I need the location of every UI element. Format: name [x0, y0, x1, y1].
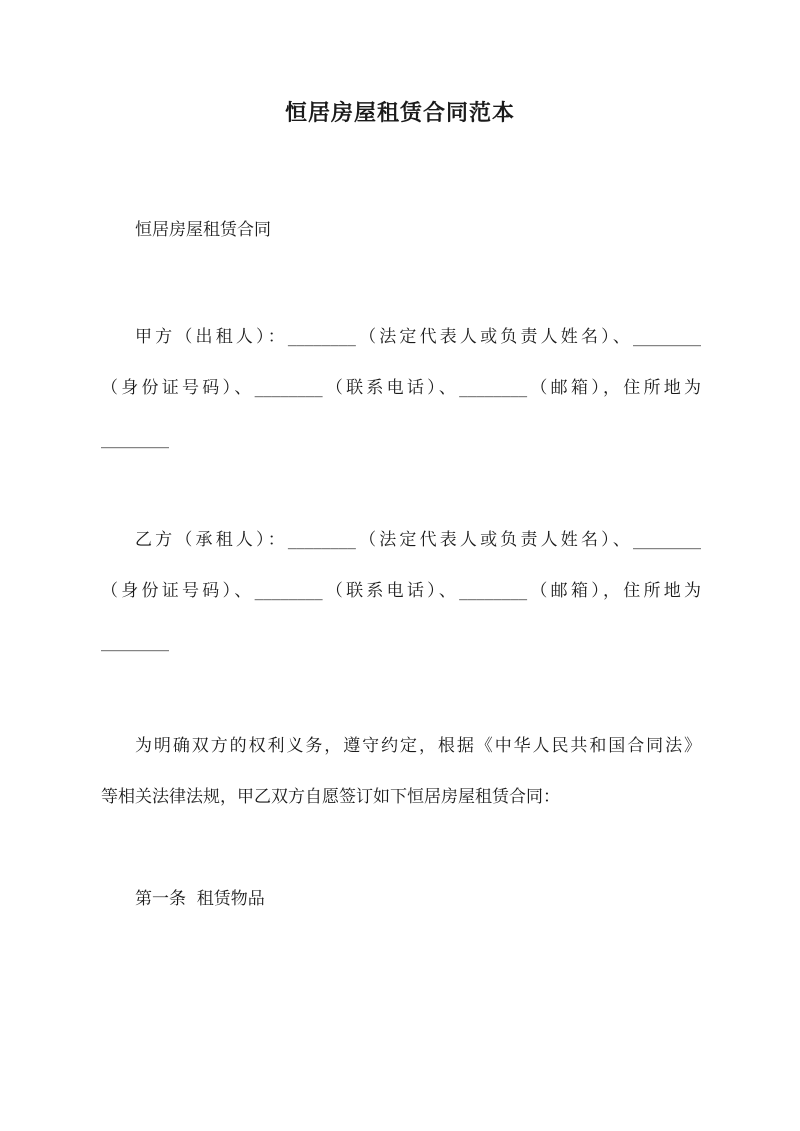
party-a-line-1: 甲方（出租人）：________（法定代表人或负责人姓名）、________: [135, 327, 701, 347]
contract-subtitle: 恒居房屋租赁合同: [135, 220, 271, 240]
preamble-line-1: 为明确双方的权利义务，遵守约定，根据《中华人民共和国合同法》: [135, 736, 701, 756]
article-1-heading: 第一条 租赁物品: [135, 889, 265, 909]
preamble-line-2: 等相关法律法规，甲乙双方自愿签订如下恒居房屋租赁合同：: [101, 787, 560, 807]
party-b-line-2: （身份证号码）、________（联系电话）、________（邮箱），住所地为: [101, 581, 701, 601]
party-b-line-1: 乙方（承租人）：________（法定代表人或负责人姓名）、________: [135, 530, 701, 550]
party-a-line-3: ________: [101, 429, 169, 449]
document-title: 恒居房屋租赁合同范本: [284, 100, 515, 126]
party-b-line-3: ________: [101, 632, 169, 652]
party-a-line-2: （身份证号码）、________（联系电话）、________（邮箱），住所地为: [101, 378, 701, 398]
